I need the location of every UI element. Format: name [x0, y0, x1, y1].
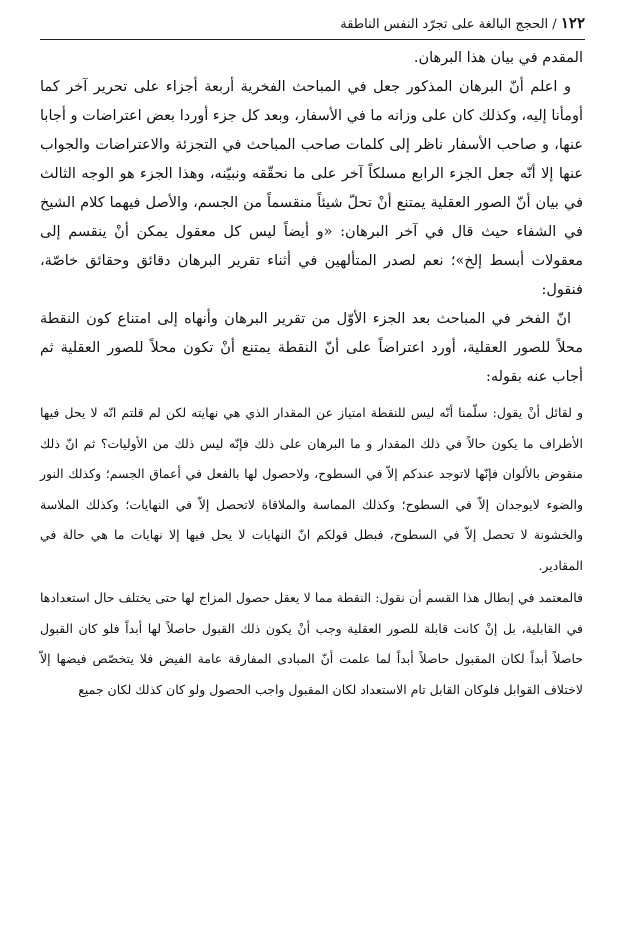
quote-paragraph: فالمعتمد في إبطال هذا القسم أن نقول: النقطة مما لا يعقل حصول المزاج لها حتى يختلف حال استعدادها في القابلية، بل إنْ كانت قابلة للصور العقلية وجب أنْ يكون ذلك القبول حاصلاً لها أبداً فلو كان القبول حاصلاً أبداً لكان المقبول حاصلاً أبداً لما علمت أنّ المبادى المفارقة عامة الفيض فلا يتخصّص فيضها إلاّ لاختلاف القوابل فلوكان القابل تام الاستعداد لكان المقبول واجب الحصول ولو كان كذلك لكان جميع: [40, 590, 583, 697]
paragraph: و اعلم أنّ البرهان المذكور جعل في المباحث الفخرية أربعة أجزاء على تحرير آخر كما أومأنا إليه، وكذلك كان على وزانه ما في الأسفار، وبعد كل جزء أوردا بعض اعتراضات و أجابا عنها، و صاحب الأسفار ناظر إلى كلمات صاحب المباحث في التجزئة والاعتراضات والجواب عنها إلا أنّه جعل الجزء الرابع مسلكاً آخر على ما نحقّقه ونبيّنه، وهذا الجزء هو الوجه الثالث في بيان أنّ الصور العقلية يمتنع أنْ تحلّ شيئاً منقسماً من الجسم، والأصل فيهما كلام الشيخ في الشفاء حيث قال في آخر البرهان: «و أيضاً ليس كل معقول يمكن أنْ ينقسم إلى معقولات أبسط إلخ»؛ نعم لصدر المتألهين في أثناء تقرير البرهان دقائق وحقائق خاصّة، فنقول:: [40, 79, 583, 298]
quoted-passage: [40, 398, 583, 705]
quote-paragraph: و لقائل أنْ يقول: سلّمنا أنّه ليس للنقطة امتياز عن المقدار الذي هي نهايته لكن لم قلتم انّه لا يحل فيها الأطراف ما يكون حالاً في ذلك المقدار و ما البرهان على ذلك فإنّه ليس ذلك من الأوليات؟ ثم انّ ذلك منقوض بالألوان فإنّها لاتوجد عندكم إلاّ في السطوح، ولاحصول لها بالفعل في أعماق الجسم؛ وكذلك النور والضوء لايوجدان إلاّ في السطوح؛ وكذلك المماسة والملاقاة لاتحصل إلاّ في النهايات؛ وكذلك الملاسة والخشونة لا تحصل إلاّ في السطوح، فبطل قولكم انّ النهايات لا يحل فيها إلا نهايات ما هي حالة في المقادير.: [40, 405, 583, 573]
running-header: [40, 12, 585, 40]
paragraph: المقدم في بيان هذا البرهان.: [413, 50, 583, 66]
page-number: ١٢٢: [560, 14, 585, 32]
header-separator: /: [552, 17, 557, 32]
running-title: الحجج البالغة على تجرّد النفس الناطقة: [340, 17, 549, 32]
paragraph: انّ الفخر في المباحث بعد الجزء الأوّل من تقرير البرهان وأنهاه إلى امتناع كون النقطة محلاً للصور العقلية، أورد اعتراضاً على أنّ النقطة يمتنع أنْ تكون محلاً للصور العقلية ثم أجاب عنه بقوله:: [40, 311, 583, 385]
main-text: [40, 44, 583, 392]
page-body: [40, 44, 583, 705]
